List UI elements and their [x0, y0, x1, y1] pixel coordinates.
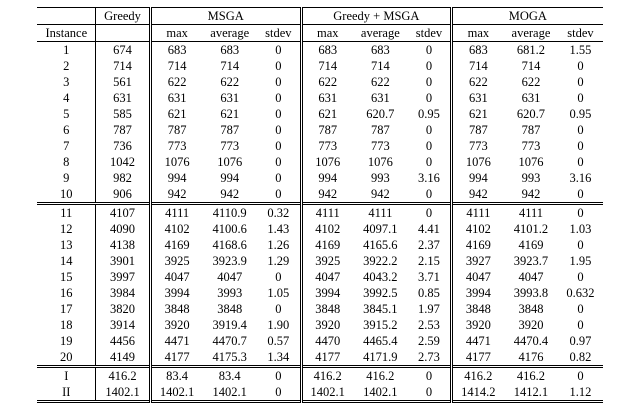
instance-cell: 14 — [60, 254, 73, 268]
value-cell: 714 — [220, 59, 240, 73]
value-cell: 714 — [452, 58, 504, 74]
value-cell: 4471 — [150, 333, 202, 349]
value-cell: 4169 — [150, 237, 202, 253]
value-cell: 942 — [452, 186, 504, 204]
value-cell: 994 — [220, 171, 240, 185]
value-cell: 3925 — [150, 253, 202, 269]
value-cell: 3984 — [96, 285, 151, 301]
value-cell: 0.95 — [418, 107, 440, 121]
instance-cell: 15 — [60, 270, 73, 284]
value-cell: 3993 — [217, 286, 243, 300]
value-cell: 3997 — [96, 269, 151, 285]
value-cell: 3992.5 — [363, 286, 398, 300]
value-cell: 1.05 — [267, 286, 290, 300]
value-cell: 683 — [150, 42, 202, 59]
value-cell: 3820 — [96, 301, 151, 317]
table-row — [37, 170, 602, 186]
value-cell: 4111 — [353, 204, 408, 222]
value-cell: 4169 — [301, 237, 353, 253]
value-cell: 4169 — [518, 238, 544, 252]
value-cell: 683 — [452, 42, 504, 59]
value-cell: 3993.8 — [513, 286, 549, 300]
value-cell: 4165.6 — [363, 238, 398, 252]
value-cell: 0 — [408, 367, 452, 385]
value-cell: 787 — [220, 123, 240, 137]
instance-cell: 19 — [60, 334, 73, 348]
instance-cell: 12 — [60, 222, 73, 236]
value-cell: 0 — [577, 238, 584, 252]
value-cell: 3923.7 — [513, 254, 549, 268]
subheader-max: max — [150, 25, 202, 42]
value-cell: 714 — [301, 58, 353, 74]
value-cell: 622 — [521, 75, 541, 89]
value-cell: 942 — [301, 186, 353, 204]
value-cell: 0 — [275, 385, 282, 399]
group-header-greedy-msga: Greedy + MSGA — [301, 8, 452, 25]
value-cell: 1076 — [367, 155, 393, 169]
value-cell: 2.59 — [418, 334, 440, 348]
value-cell: 674 — [96, 42, 151, 59]
value-cell: 3.16 — [569, 171, 592, 185]
value-cell: 83.4 — [150, 367, 202, 385]
instance-cell: 18 — [60, 318, 73, 332]
value-cell: 4047 — [518, 270, 544, 284]
value-cell: 416.2 — [96, 367, 151, 385]
value-cell: 4456 — [96, 333, 151, 349]
table-row — [37, 333, 602, 349]
subheader-average: average — [353, 25, 408, 42]
value-cell: 4171.9 — [363, 350, 398, 364]
value-cell: 3923.9 — [212, 254, 247, 268]
value-cell: 1402.1 — [96, 384, 151, 402]
value-cell: 0 — [558, 204, 602, 222]
value-cell: 787 — [370, 123, 390, 137]
instance-cell: 8 — [63, 155, 70, 169]
value-cell: 4470 — [301, 333, 353, 349]
value-cell: 4470.7 — [212, 334, 247, 348]
value-cell: 2.53 — [418, 318, 440, 332]
value-cell: 4102 — [150, 221, 202, 237]
value-cell: 4177 — [150, 349, 202, 367]
value-cell: 0.57 — [267, 334, 290, 348]
value-cell: 622 — [452, 74, 504, 90]
value-cell: 3.71 — [418, 270, 440, 284]
instance-cell: 20 — [60, 350, 73, 364]
value-cell: 0 — [425, 385, 433, 399]
value-cell: 4102 — [301, 221, 353, 237]
value-cell: 621 — [301, 106, 353, 122]
table-row — [37, 317, 602, 333]
value-cell: 3994 — [301, 285, 353, 301]
value-cell: 622 — [220, 75, 240, 89]
value-cell: 0 — [275, 139, 282, 153]
value-cell: 4177 — [301, 349, 353, 367]
value-cell: 0 — [257, 367, 301, 385]
value-cell: 714 — [370, 59, 390, 73]
table-row — [37, 138, 602, 154]
group-header-row — [37, 8, 602, 25]
value-cell: 4111 — [504, 204, 559, 222]
instance-cell: 4 — [63, 91, 70, 105]
value-cell: 982 — [96, 170, 151, 186]
group-header-greedy: Greedy — [96, 8, 151, 25]
value-cell: 0 — [425, 59, 433, 73]
value-cell: 0 — [275, 75, 282, 89]
value-cell: 4047 — [150, 269, 202, 285]
value-cell: 4.41 — [418, 222, 440, 236]
subheader-max: max — [452, 25, 504, 42]
table-row — [37, 269, 602, 285]
subheader-stdev: stdev — [558, 25, 602, 42]
value-cell: 0 — [275, 59, 282, 73]
value-cell: 4047 — [452, 269, 504, 285]
table-row — [37, 285, 602, 301]
value-cell: 0 — [425, 43, 433, 57]
value-cell: 4090 — [96, 221, 151, 237]
value-cell: 773 — [220, 139, 240, 153]
value-cell: 3925 — [301, 253, 353, 269]
value-cell: 1.43 — [267, 222, 290, 236]
value-cell: 3920 — [301, 317, 353, 333]
value-cell: 631 — [521, 91, 541, 105]
value-cell: 993 — [370, 171, 390, 185]
value-cell: 714 — [96, 58, 151, 74]
value-cell: 1.90 — [267, 318, 290, 332]
greedy-subheader-spacer — [96, 25, 151, 42]
value-cell: 4047 — [301, 269, 353, 285]
value-cell: 994 — [150, 170, 202, 186]
value-cell: 4177 — [452, 349, 504, 367]
value-cell: 906 — [96, 186, 151, 204]
instance-cell: 16 — [60, 286, 73, 300]
value-cell: 83.4 — [202, 367, 257, 385]
instance-cell: 13 — [60, 238, 73, 252]
table-row — [37, 74, 602, 90]
value-cell: 1.03 — [569, 222, 592, 236]
value-cell: 1.29 — [267, 254, 290, 268]
value-cell: 714 — [521, 59, 541, 73]
value-cell: 416.2 — [353, 367, 408, 385]
value-cell: 621 — [452, 106, 504, 122]
value-cell: 4047 — [217, 270, 243, 284]
table-row — [37, 301, 602, 317]
value-cell: 1076 — [452, 154, 504, 170]
value-cell: 4111 — [150, 204, 202, 222]
value-cell: 3994 — [452, 285, 504, 301]
instance-cell: 3 — [63, 75, 70, 89]
value-cell: 4111 — [452, 204, 504, 222]
value-cell: 1.95 — [569, 254, 592, 268]
table-row — [37, 106, 602, 122]
subheader-average: average — [504, 25, 559, 42]
table-row — [37, 237, 602, 253]
subheader-stdev: stdev — [408, 25, 452, 42]
value-cell: 787 — [96, 122, 151, 138]
value-cell: 4465.4 — [363, 334, 398, 348]
value-cell: 3920 — [150, 317, 202, 333]
instance-cell: 7 — [63, 139, 70, 153]
value-cell: 3920 — [518, 318, 544, 332]
value-cell: 3919.4 — [212, 318, 247, 332]
value-cell: 1412.1 — [513, 385, 549, 399]
group-header-moga: MOGA — [452, 8, 603, 25]
value-cell: 4100.6 — [212, 222, 247, 236]
value-cell: 1402.1 — [301, 384, 353, 402]
value-cell: 3.16 — [418, 171, 440, 185]
value-cell: 416.2 — [452, 367, 504, 385]
value-cell: 4111 — [301, 204, 353, 222]
instance-header: Instance — [37, 25, 95, 42]
value-cell: 3914 — [96, 317, 151, 333]
value-cell: 2.73 — [418, 350, 440, 364]
value-cell: 416.2 — [504, 367, 559, 385]
subheader-max: max — [301, 25, 353, 42]
value-cell: 787 — [521, 123, 541, 137]
value-cell: 0 — [558, 367, 602, 385]
value-cell: 773 — [150, 138, 202, 154]
table-row — [37, 253, 602, 269]
value-cell: 3848 — [518, 302, 544, 316]
value-cell: 0.95 — [569, 107, 592, 121]
value-cell: 3915.2 — [363, 318, 398, 332]
value-cell: 1042 — [96, 154, 151, 170]
value-cell: 0 — [425, 75, 433, 89]
value-cell: 0 — [577, 302, 584, 316]
value-cell: 4110.9 — [202, 204, 257, 222]
value-cell: 4149 — [96, 349, 151, 367]
value-cell: 942 — [150, 186, 202, 204]
value-cell: 620.7 — [366, 107, 395, 121]
value-cell: 0 — [275, 91, 282, 105]
value-cell: 681.2 — [516, 43, 546, 57]
table-row — [37, 58, 602, 74]
value-cell: 1076 — [150, 154, 202, 170]
value-cell: 621 — [220, 107, 240, 121]
value-cell: 4175.3 — [212, 350, 247, 364]
value-cell: 561 — [96, 74, 151, 90]
value-cell: 0.82 — [569, 350, 592, 364]
value-cell: 631 — [370, 91, 390, 105]
value-cell: 942 — [220, 187, 240, 201]
instance-cell: 6 — [63, 123, 70, 137]
value-cell: 622 — [150, 74, 202, 90]
instance-cell: 5 — [63, 107, 70, 121]
value-cell: 0.85 — [418, 286, 440, 300]
value-cell: 773 — [301, 138, 353, 154]
value-cell: 683 — [301, 42, 353, 59]
value-cell: 1.12 — [569, 385, 592, 399]
instance-cell: 2 — [63, 59, 70, 73]
value-cell: 787 — [452, 122, 504, 138]
value-cell: 585 — [96, 106, 151, 122]
value-cell: 0 — [275, 270, 282, 284]
value-cell: 4470.4 — [513, 334, 549, 348]
table-head — [37, 8, 602, 42]
value-cell: 3901 — [96, 253, 151, 269]
value-cell: 683 — [220, 43, 240, 57]
value-cell: 2.37 — [418, 238, 440, 252]
group-header-msga: MSGA — [150, 8, 301, 25]
value-cell: 631 — [452, 90, 504, 106]
table-row — [37, 154, 602, 170]
value-cell: 622 — [370, 75, 390, 89]
value-cell: 3994 — [150, 285, 202, 301]
value-cell: 0 — [577, 318, 584, 332]
value-cell: 773 — [370, 139, 390, 153]
value-cell: 3848 — [452, 301, 504, 317]
value-cell: 787 — [301, 122, 353, 138]
value-cell: 0 — [577, 270, 584, 284]
value-cell: 0 — [577, 75, 584, 89]
value-cell: 3848 — [301, 301, 353, 317]
value-cell: 0 — [425, 155, 433, 169]
value-cell: 1402.1 — [212, 385, 247, 399]
value-cell: 3848 — [217, 302, 243, 316]
value-cell: 1076 — [518, 155, 544, 169]
table-body — [37, 42, 602, 402]
table-row — [37, 90, 602, 106]
table-row — [37, 186, 602, 204]
instance-cell: 9 — [63, 171, 70, 185]
value-cell: 631 — [301, 90, 353, 106]
value-cell: 994 — [452, 170, 504, 186]
value-cell: 993 — [521, 171, 541, 185]
value-cell: 4138 — [96, 237, 151, 253]
value-cell: 416.2 — [301, 367, 353, 385]
value-cell: 631 — [150, 90, 202, 106]
value-cell: 0 — [577, 59, 584, 73]
value-cell: 3927 — [452, 253, 504, 269]
subheader-stdev: stdev — [257, 25, 301, 42]
value-cell: 1076 — [217, 155, 243, 169]
value-cell: 1.55 — [569, 43, 592, 57]
value-cell: 0 — [408, 204, 452, 222]
instance-cell: II — [62, 385, 71, 399]
instance-cell: I — [37, 367, 95, 385]
value-cell: 1414.2 — [452, 384, 504, 402]
value-cell: 3845.1 — [363, 302, 398, 316]
value-cell: 622 — [301, 74, 353, 90]
value-cell: 4168.6 — [212, 238, 247, 252]
value-cell: 0 — [577, 123, 584, 137]
table-row — [37, 221, 602, 237]
value-cell: 773 — [521, 139, 541, 153]
value-cell: 942 — [370, 187, 390, 201]
value-cell: 0 — [425, 91, 433, 105]
value-cell: 621 — [150, 106, 202, 122]
value-cell: 0 — [577, 139, 584, 153]
value-cell: 631 — [96, 90, 151, 106]
value-cell: 3920 — [452, 317, 504, 333]
sub-header-row — [37, 25, 602, 42]
value-cell: 0 — [275, 107, 282, 121]
instance-cell: 11 — [37, 204, 95, 222]
value-cell: 994 — [301, 170, 353, 186]
value-cell: 4102 — [452, 221, 504, 237]
value-cell: 1.34 — [267, 350, 290, 364]
corner-cell — [37, 8, 95, 25]
value-cell: 0 — [275, 302, 282, 316]
value-cell: 1.26 — [267, 238, 290, 252]
value-cell: 0 — [425, 139, 433, 153]
table-row — [37, 349, 602, 367]
value-cell: 4107 — [96, 204, 151, 222]
value-cell: 0.32 — [257, 204, 301, 222]
value-cell: 683 — [370, 43, 390, 57]
value-cell: 4101.2 — [513, 222, 549, 236]
table-row — [37, 204, 602, 222]
value-cell: 0 — [425, 187, 433, 201]
value-cell: 4097.1 — [363, 222, 398, 236]
value-cell: 0 — [425, 123, 433, 137]
value-cell: 0 — [577, 187, 584, 201]
value-cell: 787 — [150, 122, 202, 138]
value-cell: 4176 — [518, 350, 544, 364]
instance-cell: 17 — [60, 302, 73, 316]
value-cell: 4169 — [452, 237, 504, 253]
value-cell: 620.7 — [516, 107, 546, 121]
table-row — [37, 122, 602, 138]
value-cell: 631 — [220, 91, 240, 105]
value-cell: 0 — [275, 155, 282, 169]
value-cell: 2.15 — [418, 254, 440, 268]
value-cell: 1.97 — [418, 302, 440, 316]
value-cell: 4471 — [452, 333, 504, 349]
value-cell: 0 — [577, 155, 584, 169]
table-row — [37, 384, 602, 402]
table-row — [37, 367, 602, 385]
value-cell: 942 — [521, 187, 541, 201]
instance-cell: 10 — [60, 187, 73, 201]
value-cell: 773 — [452, 138, 504, 154]
value-cell: 714 — [150, 58, 202, 74]
value-cell: 1076 — [301, 154, 353, 170]
value-cell: 0.632 — [566, 286, 595, 300]
value-cell: 1402.1 — [150, 384, 202, 402]
results-table — [37, 7, 602, 403]
value-cell: 3922.2 — [363, 254, 398, 268]
value-cell: 0 — [275, 171, 282, 185]
value-cell: 0 — [275, 123, 282, 137]
value-cell: 0 — [577, 91, 584, 105]
value-cell: 0 — [275, 43, 282, 57]
value-cell: 736 — [96, 138, 151, 154]
table-row — [37, 42, 602, 59]
subheader-average: average — [202, 25, 257, 42]
value-cell: 1402.1 — [363, 385, 398, 399]
value-cell: 3848 — [150, 301, 202, 317]
value-cell: 0.97 — [569, 334, 592, 348]
value-cell: 0 — [275, 187, 282, 201]
value-cell: 4043.2 — [363, 270, 398, 284]
instance-cell: 1 — [63, 43, 70, 57]
